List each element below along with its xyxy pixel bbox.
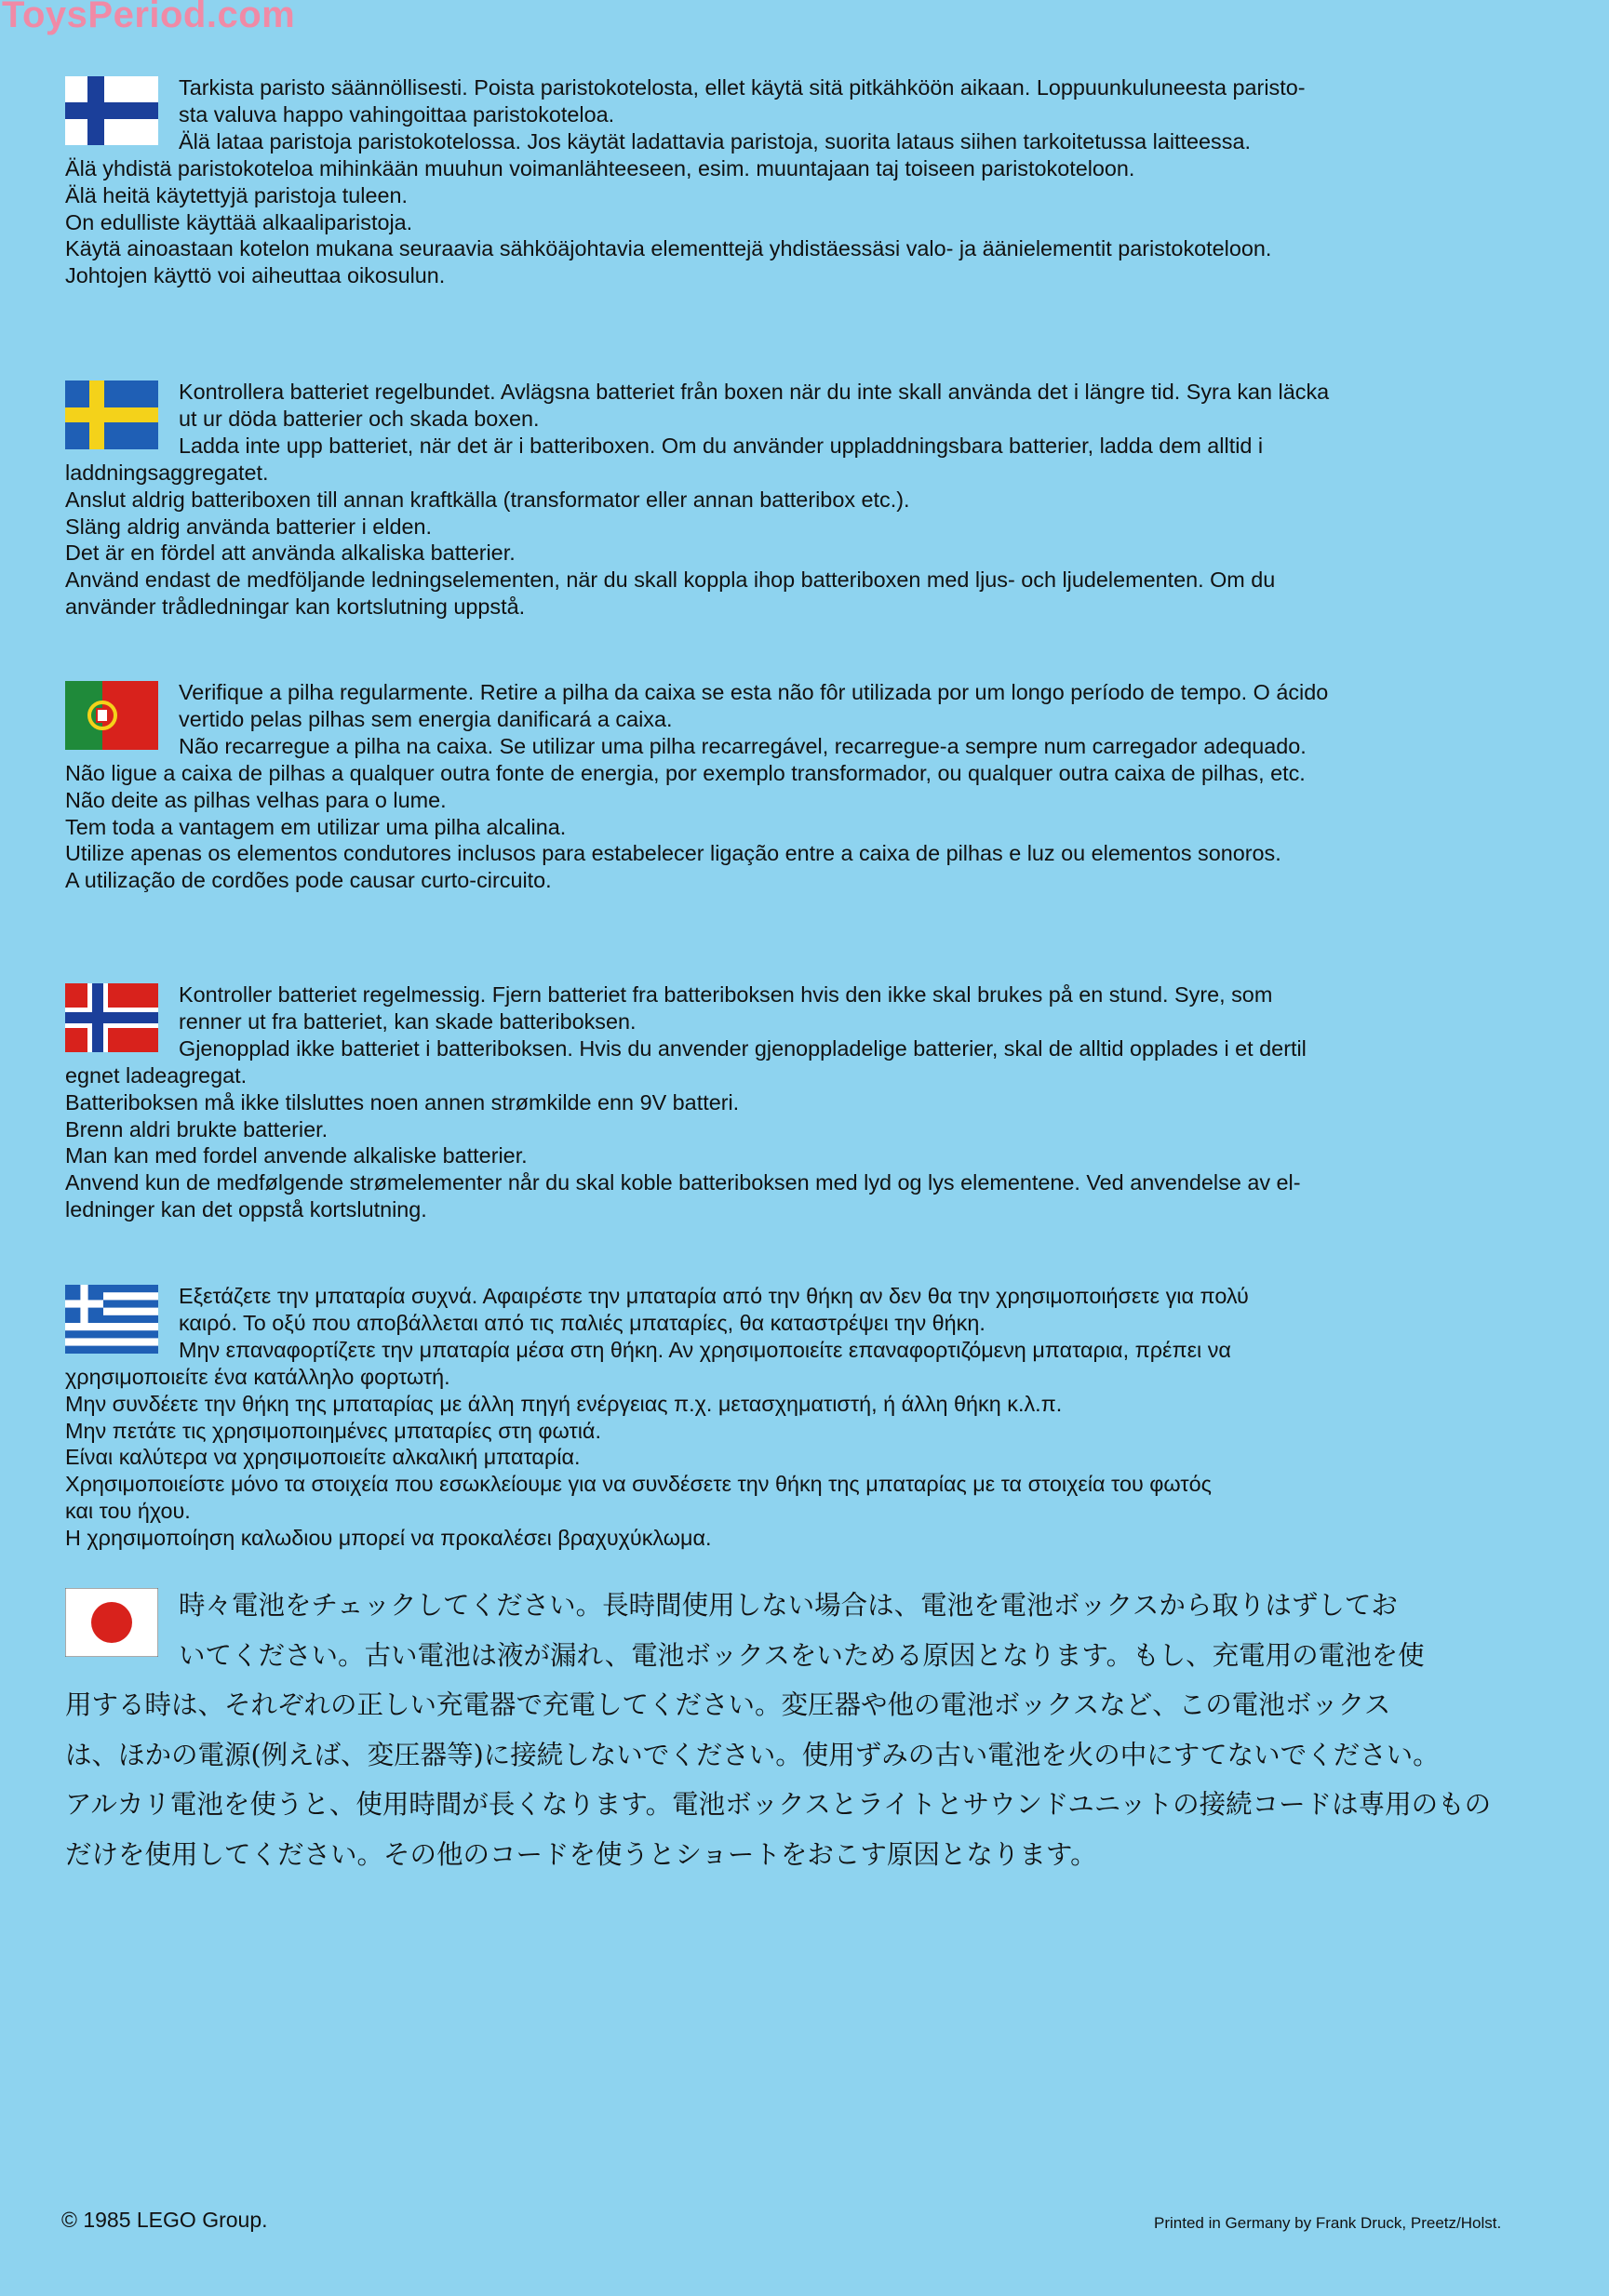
text-line: 時々電池をチェックしてください。長時間使用しない場合は、電池を電池ボックスから取りはずしてお — [179, 1590, 1398, 1621]
text-line: いてください。古い電池は液が漏れ、電池ボックスをいためる原因となります。もし、充電用の電池を使 — [179, 1639, 1425, 1671]
finland-flag-icon — [65, 76, 158, 145]
text-line: använder trådledningar kan kortslutning uppstå. — [65, 594, 526, 620]
text-line: Anslut aldrig batteriboxen till annan kraftkälla (transformator eller annan batteribox etc.). — [65, 487, 910, 512]
text-line: Släng aldrig använda batterier i elden. — [65, 514, 433, 539]
section-japanese — [65, 1581, 1492, 1879]
text-line: Utilize apenas os elementos condutores inclusos para estabelecer ligação entre a caixa de pilhas e luz ou elementos sonoros. — [65, 841, 1281, 866]
greece-flag-icon — [65, 1285, 158, 1354]
text-line: Gjenopplad ikke batteriet i batteriboksen. Hvis du anvender gjenoppladelige batterier, skal de alltid opplades i et dertil — [179, 1035, 1307, 1061]
text-line: 用する時は、それぞれの正しい充電器で充電してください。変圧器や他の電池ボックスなど、この電池ボックス — [65, 1689, 1391, 1720]
text-line: Εξετάζετε την μπαταρία συχνά. Αφαιρέστε την μπαταρία από την θήκη αν δεν θα την χρησιμοποιήσετε για πολύ — [179, 1284, 1249, 1308]
text-line: laddningsaggregatet. — [65, 460, 269, 485]
sweden-flag-icon — [65, 380, 158, 449]
text-line: Käytä ainoastaan kotelon mukana seuraavia sähköäjohtavia elementtejä yhdistäessäsi valo- ja äänielementit paristokoteloon. — [65, 236, 1272, 261]
text-line: renner ut fra batteriet, kan skade batteriboksen. — [179, 1008, 637, 1034]
text-line: Não recarregue a pilha na caixa. Se utilizar uma pilha recarregável, recarregue-a sempre num carregador adequado. — [179, 733, 1307, 758]
text-line: καιρό. Το οξύ που αποβάλλεται από τις παλιές μπαταρίες, θα καταστρέψει την θήκη. — [179, 1310, 986, 1335]
section-finnish — [65, 74, 1484, 289]
copyright-notice: © 1985 LEGO Group. — [61, 2208, 268, 2232]
section-swedish — [65, 379, 1484, 621]
text-line: は、ほかの電源(例えば、変圧器等)に接続しないでください。使用ずみの古い電池を火の中にすてないでください。 — [65, 1739, 1440, 1770]
text-line: Brenn aldri brukte batterier. — [65, 1116, 329, 1141]
japan-flag-icon — [65, 1588, 158, 1657]
section-greek — [65, 1283, 1484, 1552]
text-line: sta valuva happo vahingoittaa paristokoteloa. — [179, 101, 615, 127]
text-line: Μην επαναφορτίζετε την μπαταρία μέσα στη θήκη. Αν χρησιμοποιείτε επαναφορτιζόμενη μπαταρια, πρέπει να — [179, 1337, 1231, 1362]
portugal-flag-icon — [65, 681, 158, 750]
text-line: Χρησιμοποιείστε μόνο τα στοιχεία που εσωκλείουμε για να συνδέσετε την θήκη της μπαταρίας με τα στοιχεία του φωτός — [65, 1472, 1212, 1497]
section-norwegian — [65, 981, 1484, 1223]
norway-flag-icon — [65, 983, 158, 1052]
text-line: Não ligue a caixa de pilhas a qualquer outra fonte de energia, por exemplo transformador, ou qualquer outra caixa de pilhas, etc. — [65, 760, 1306, 785]
text-line: Η χρησιμοποίηση καλωδιου μπορεί να προκαλέσει βραχυχύκλωμα. — [65, 1526, 712, 1551]
section-portuguese — [65, 679, 1484, 894]
text-line: Älä yhdistä paristokoteloa mihinkään muuhun voimanlähteeseen, esim. muuntajaan taj toiseen paristokoteloon. — [65, 155, 1135, 180]
text-line: Batteriboksen må ikke tilsluttes noen annen strømkilde enn 9V batteri. — [65, 1089, 740, 1115]
text-line: A utilização de cordões pode causar curto-circuito. — [65, 868, 552, 893]
text-line: Μην συνδέετε την θήκη της μπαταρίας με άλλη πηγή ενέργειας π.χ. μετασχηματιστή, ή άλλη θήκη κ.λ.π. — [65, 1391, 1063, 1416]
text-line: Είναι καλύτερα να χρησιμοποιείτε αλκαλική μπαταρία. — [65, 1445, 581, 1470]
text-line: Μην πετάτε τις χρησιμοποιημένες μπαταρίες στη φωτιά. — [65, 1418, 601, 1443]
text-line: Não deite as pilhas velhas para o lume. — [65, 787, 447, 812]
text-line: Älä heitä käytettyjä paristoja tuleen. — [65, 182, 408, 207]
printer-notice: Printed in Germany by Frank Druck, Preetz/Holst. — [1154, 2214, 1502, 2232]
text-line: και του ήχου. — [65, 1499, 191, 1524]
text-line: Man kan med fordel anvende alkaliske batterier. — [65, 1143, 528, 1168]
text-line: ut ur döda batterier och skada boxen. — [179, 406, 540, 431]
text-line: Kontrollera batteriet regelbundet. Avlägsna batteriet från boxen när du inte skall använda det i längre tid. Syra kan läcka — [179, 380, 1330, 404]
text-line: Använd endast de medföljande ledningselementen, när du skall koppla ihop batteriboxen med ljus- och ljudelementen. Om du — [65, 567, 1276, 593]
text-line: egnet ladeagregat. — [65, 1062, 248, 1088]
text-line: だけを使用してください。その他のコードを使うとショートをおこす原因となります。 — [65, 1838, 1097, 1870]
text-line: Ladda inte upp batteriet, när det är i batteriboxen. Om du använder uppladdningsbara batterier, ladda dem alltid i — [179, 433, 1264, 458]
text-line: Tem toda a vantagem em utilizar uma pilha alcalina. — [65, 814, 567, 839]
text-line: Älä lataa paristoja paristokotelossa. Jos käytät ladattavia paristoja, suorita lataus siihen tarkoitetussa laitteessa. — [179, 128, 1251, 154]
text-line: Tarkista paristo säännöllisesti. Poista paristokotelosta, ellet käytä sitä pitkähköön aikaan. Loppuunkuluneesta paristo- — [179, 75, 1306, 100]
text-line: Verifique a pilha regularmente. Retire a pilha da caixa se esta não fôr utilizada por um longo período de tempo. O ácido — [179, 680, 1329, 704]
text-line: アルカリ電池を使うと、使用時間が長くなります。電池ボックスとライトとサウンドユニットの接続コードは専用のもの — [65, 1789, 1492, 1820]
text-line: On edulliste käyttää alkaaliparistoja. — [65, 209, 413, 234]
text-line: ledninger kan det oppstå kortslutning. — [65, 1197, 427, 1222]
text-line: Kontroller batteriet regelmessig. Fjern batteriet fra batteriboksen hvis den ikke skal brukes på en stund. Syre, som — [179, 982, 1273, 1007]
text-line: Johtojen käyttö voi aiheuttaa oikosulun. — [65, 263, 446, 288]
text-line: Anvend kun de medfølgende strømelementer når du skal koble batteriboksen med lyd og lys elementene. Ved anvendelse av el- — [65, 1170, 1301, 1195]
text-line: vertido pelas pilhas sem energia danificará a caixa. — [179, 706, 673, 731]
watermark: ToysPeriod.com — [2, 0, 296, 35]
text-line: Det är en fördel att använda alkaliska batterier. — [65, 541, 516, 566]
text-line: χρησιμοποιείτε ένα κατάλληλο φορτωτή. — [65, 1364, 450, 1389]
